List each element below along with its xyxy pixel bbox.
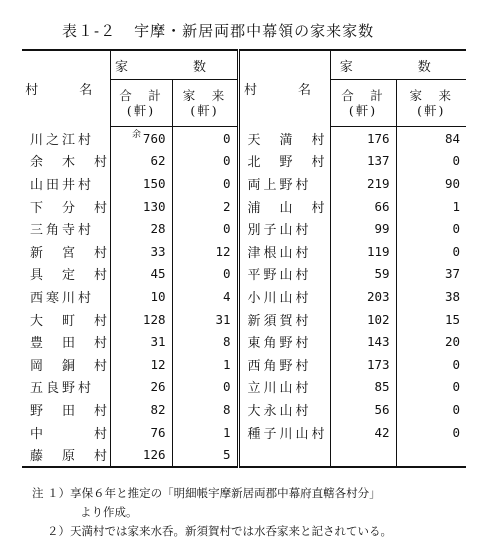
table-row (22, 421, 466, 444)
total-households: 66 (330, 195, 396, 218)
village-name: 野 田 村 (22, 398, 110, 421)
table-row (22, 217, 466, 240)
village-name: 藤 原 村 (22, 443, 110, 467)
table-row (22, 330, 466, 353)
servant-households: 15 (444, 311, 461, 327)
village-name: 西角野村 (238, 353, 330, 376)
village-name: 山田井村 (22, 172, 110, 195)
household-table (22, 49, 466, 468)
total-households: 10 (110, 285, 172, 308)
village-name: 大 町 村 (22, 308, 110, 331)
servant-households: 90 (444, 175, 461, 191)
servant-households: 0 (452, 221, 461, 237)
servant-households: 0 (172, 172, 238, 195)
servant-households: 0 (172, 127, 238, 150)
total-households: 173 (330, 353, 396, 376)
note-1: 注 １）享保６年と推定の「明細帳宇摩新居両郡中幕府直轄各村分」 (32, 486, 381, 500)
total-households: 62 (110, 150, 172, 173)
total-households: 76 (110, 421, 172, 444)
header-row-top (22, 50, 466, 80)
servant-households: 4 (172, 285, 238, 308)
village-name: 津根山村 (238, 240, 330, 263)
village-name: 新須賀村 (238, 308, 330, 331)
village-name: 東角野村 (238, 330, 330, 353)
village-name: 下 分 村 (22, 195, 110, 218)
village-name: 立川山村 (238, 376, 330, 399)
servants-header-left: 家 来 (軒) (172, 80, 238, 127)
total-households: 99 (330, 217, 396, 240)
total-households: 56 (330, 398, 396, 421)
village-name: 新 宮 村 (22, 240, 110, 263)
servant-households: 38 (444, 288, 461, 304)
table-row (22, 398, 466, 421)
village-name: 北 野 村 (238, 150, 330, 173)
total-households: 102 (330, 308, 396, 331)
total-header-right: 合 計 (軒) (330, 80, 396, 127)
servant-households: 0 (172, 217, 238, 240)
servant-households: 1 (172, 353, 238, 376)
village-header-right: 村 名 (238, 50, 330, 127)
total-households: 176 (330, 127, 396, 150)
table-row (22, 443, 466, 467)
village-name: 五良野村 (22, 376, 110, 399)
table-title (62, 20, 374, 41)
village-name: 川之江村 (22, 127, 110, 150)
total-households: 45 (110, 263, 172, 286)
table-row (22, 240, 466, 263)
village-name: 岡 銅 村 (22, 353, 110, 376)
village-name: 三角寺村 (22, 217, 110, 240)
total-households (330, 443, 396, 467)
note-1-continued: より作成。 (80, 505, 138, 519)
servant-households: 2 (172, 195, 238, 218)
servant-households (396, 443, 466, 467)
village-name (238, 443, 330, 467)
servant-households: 0 (452, 379, 461, 395)
servant-households: 84 (444, 130, 461, 146)
table-row (22, 195, 466, 218)
village-header-left: 村 名 (22, 50, 110, 127)
village-name: 両上野村 (238, 172, 330, 195)
total-households: 31 (110, 330, 172, 353)
total-households: 126 (110, 443, 172, 467)
table-row (22, 172, 466, 195)
village-name: 小川山村 (238, 285, 330, 308)
servant-households: 0 (452, 424, 461, 440)
servant-households: 0 (452, 356, 461, 372)
village-name: 種子川山村 (238, 421, 330, 444)
village-name: 西寒川村 (22, 285, 110, 308)
servant-households: 0 (452, 401, 461, 417)
table-row (22, 150, 466, 173)
total-households: 12 (110, 353, 172, 376)
total-households: 82 (110, 398, 172, 421)
table-number: 表１-２ (62, 22, 117, 40)
total-households: 85 (330, 376, 396, 399)
total-households: 42 (330, 421, 396, 444)
table-row (22, 263, 466, 286)
servant-households: 0 (172, 150, 238, 173)
servant-households: 0 (452, 153, 461, 169)
servant-households: 0 (452, 243, 461, 259)
village-name: 天 満 村 (238, 127, 330, 150)
servant-households: 37 (444, 266, 461, 282)
total-households: 59 (330, 263, 396, 286)
note-2: ２）天満村では家来水呑。新須賀村では水呑家来と記されている。 (47, 524, 392, 538)
village-name: 余 木 村 (22, 150, 110, 173)
table-row (22, 376, 466, 399)
total-households: 130 (110, 195, 172, 218)
footnotes (32, 484, 392, 541)
village-name: 中 村 (22, 421, 110, 444)
total-households: 143 (330, 330, 396, 353)
servant-households: 5 (172, 443, 238, 467)
village-name: 具 定 村 (22, 263, 110, 286)
village-name: 豊 田 村 (22, 330, 110, 353)
households-header-left: 家 数 (110, 50, 238, 80)
total-households: 128 (110, 308, 172, 331)
village-name: 浦 山 村 (238, 195, 330, 218)
households-header-right: 家 数 (330, 50, 466, 80)
total-households: 203 (330, 285, 396, 308)
total-households: 760 (110, 127, 172, 150)
total-households: 33 (110, 240, 172, 263)
footnote-mark: 余 (132, 130, 142, 140)
village-name: 別子山村 (238, 217, 330, 240)
total-households: 26 (110, 376, 172, 399)
servants-header-right: 家 来 (軒) (396, 80, 466, 127)
village-name: 大永山村 (238, 398, 330, 421)
total-households: 219 (330, 172, 396, 195)
servant-households: 0 (172, 263, 238, 286)
servant-households: 8 (172, 398, 238, 421)
servant-households: 8 (172, 330, 238, 353)
table-row (22, 308, 466, 331)
table-row (22, 285, 466, 308)
servant-households: 0 (172, 376, 238, 399)
total-households: 28 (110, 217, 172, 240)
servant-households: 20 (444, 334, 461, 350)
servant-households: 1 (452, 198, 461, 214)
total-header-left: 合 計 (軒) (110, 80, 172, 127)
table-row (22, 127, 466, 150)
total-households: 150 (110, 172, 172, 195)
total-households: 137 (330, 150, 396, 173)
total-households: 119 (330, 240, 396, 263)
table-caption: 宇摩・新居両郡中幕領の家来家数 (134, 22, 375, 40)
table-row (22, 353, 466, 376)
servant-households: 12 (172, 240, 238, 263)
servant-households: 1 (172, 421, 238, 444)
village-name: 平野山村 (238, 263, 330, 286)
servant-households: 31 (172, 308, 238, 331)
